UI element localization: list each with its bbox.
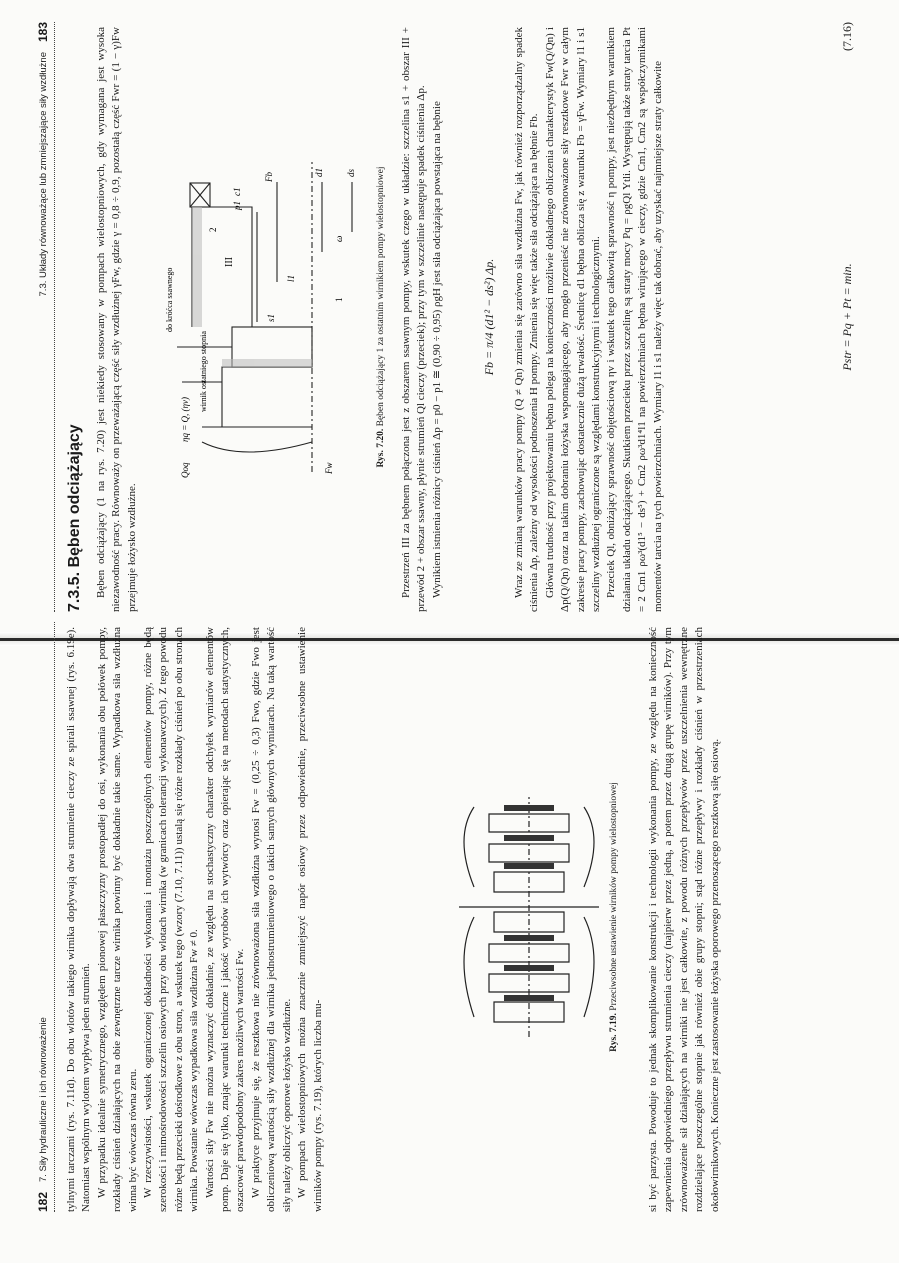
label-roman: III bbox=[224, 257, 235, 267]
figure-caption-text: Bęben odciążający 1 za ostatnim wirnikiem pompy wielostopniowej bbox=[376, 166, 386, 427]
body-text-top bbox=[64, 627, 326, 1212]
label-ds: ds bbox=[346, 168, 356, 177]
section-title: 7.3.5. Bęben odciążający bbox=[66, 424, 83, 612]
figure-label: Rys. 7.19. bbox=[609, 1013, 619, 1052]
paragraph: Wynikiem istnienia różnicy ciśnień Δp = p0 − p1 ≅ (0,90 ÷ 0,95) ρgH jest siła odciążająca powstająca na bębnie bbox=[430, 101, 443, 598]
paragraph: si być parzysta. Powoduje to jednak skomplikowanie konstrukcji i technologii wykonania pompy, ze względu na konieczność zapewnienia odpowiedniego przepływu strumienia cieczy (najpierw przez jedną, a potem przez drugą grupę wirników). Przy tym zrównoważenie sił działających na wirniki nie jest całkowite, z powodu różnych przepływów przez uszczelnienia wewnętrzne rozdzielające poszczególne stopnie jak również obie grupy stopni; stąd różne przepływy i rozkłady ciśnień w przestrzeniach okołowirnikowych. Konieczne jest zastosowanie łożyska oporowego przenoszącego resztkową siłę osiową. bbox=[647, 627, 721, 1212]
label-to-drain: do króćca ssawnego bbox=[165, 267, 174, 332]
page-header bbox=[34, 622, 56, 1212]
label-q: Qoq bbox=[180, 462, 190, 478]
paragraph: Bęben odciążający (1 na rys. 7.20) jest niekiedy stosowany w pompach wielostopniowych, gdy wymagana jest wysoka niezawodność pracy. Równoważy on przeważającą część siły wzdłużnej γFw, gdzie γ = 0,8 ÷ 0,9, pozostałą część Fwr = (1 − γ)Fw przejmuje łożysko wzdłużne. bbox=[95, 27, 138, 612]
body-text-intro bbox=[94, 27, 140, 612]
label-l1: l1 bbox=[286, 274, 296, 282]
body-text-lower bbox=[512, 27, 666, 612]
paragraph: W przypadku idealnie symetrycznego, względem pionowej płaszczyzny prostopadłej do osi, wykonania obu połówek pompy, rozkłady ciśnień działających na obie zewnętrzne tarcze wirnika powinny być dokładnie takie same. Wypadkowa siła wzdłużna winna być wówczas równa zeru. bbox=[95, 627, 139, 1212]
body-text-mid bbox=[399, 27, 445, 612]
paragraph: W praktyce przyjmuje się, że resztkowa nie zrównoważona siła wzdłużna wynosi Fw = (0,25 ÷ 0,3) Fwo, gdzie Fwo jest obliczeniową wartością siły wzdłużnej dla wirnika jednostrumieniowego o takich samych głównych wymiarach. Na taką wartość siły należy obliczyć oporowe łożysko wzdłużne. bbox=[249, 627, 293, 1212]
formula-pstr: Pstr = Pq + Pt = min. bbox=[840, 263, 854, 371]
label-fw: Fw bbox=[324, 462, 334, 474]
label-one: 1 bbox=[334, 297, 344, 302]
body-text-bottom bbox=[646, 627, 723, 1212]
label-s1: s1 bbox=[266, 313, 276, 322]
label-omega: ω bbox=[334, 235, 344, 242]
figure-label: Rys. 7.20. bbox=[376, 428, 386, 468]
figure-caption bbox=[376, 22, 386, 612]
paragraph: W rzeczywistości, wskutek ograniczonej dokładności wykonania i montażu poszczególnych elementów pompy, różne będą szerokości i mimośrodowości szczelin osiowych przy obu wlotach wirnika (w granicach tolerancji wykonawczych). Z tego powodu różne będą przecieki dośrodkowe z obu stron, a wskutek tego (wzory (7.10, 7.11)) ustalą się różne rozkłady ciśnień po obu stronach wirnika. Powstanie wówczas wypadkowa siła wzdłużna Fw ≠ 0. bbox=[142, 627, 201, 1212]
figure-caption-text: Przeciwsobne ustawienie wirników pompy wielostopniowej bbox=[609, 782, 619, 1011]
label-last-impeller: wirnik ostatniego stopnia bbox=[199, 331, 208, 412]
paragraph: W pompach wielostopniowych można znacznie zmniejszyć napór osiowy przez odpowiednie, przeciwsobne ustawienie wirników pompy (rys. 7.19), których liczba mu- bbox=[296, 627, 324, 1212]
page-number: 183 bbox=[36, 22, 50, 43]
label-eta: ηq = Q, (ηv) bbox=[180, 397, 190, 442]
page-183 bbox=[34, 22, 864, 612]
figure-7-19 bbox=[454, 787, 604, 1047]
paragraph: Wartości siły Fw nie można wyznaczyć dokładnie, ze względu na stochastyczny charakter odchyłek wymiarów elementów pomp. Daje się tylko, znając warunki techniczne i jakość wyrobów ich wytwórcy oraz opierając się na metodach statystycznych, oszacować prawdopodobny zakres możliwych wartości Fw. bbox=[203, 627, 247, 1212]
figure-7-20 bbox=[162, 152, 372, 482]
page-number: 182 bbox=[36, 1191, 50, 1212]
label-c1: c1 bbox=[232, 187, 242, 196]
running-header: 7.3. Układy równoważące lub zmniejszające siły wzdłużne bbox=[38, 52, 49, 297]
page-182 bbox=[34, 622, 864, 1212]
header-rule bbox=[54, 622, 55, 1212]
paragraph: Wraz ze zmianą warunków pracy pompy (Q ≠ Qn) zmienia się zarówno siła wzdłużna Fw, jak również rozporządzalny spadek ciśnienia Δp, zależny od wysokości podnoszenia H pompy. Zmienia się więc także siła odciążająca na bębnie Fb. bbox=[513, 27, 541, 612]
equation-number: (7.16) bbox=[840, 22, 854, 51]
page-header bbox=[34, 22, 56, 612]
header-rule bbox=[54, 22, 55, 612]
paragraph: tylnymi tarczami (rys. 7.11d). Do obu wlotów takiego wirnika dopływają dwa strumienie cieczy ze spirali ssawnej (rys. 6.19e). Natomiast wspólnym wylotem wypływa jeden strumień. bbox=[65, 627, 93, 1212]
label-fb: Fb bbox=[264, 172, 274, 182]
label-two: 2 bbox=[208, 227, 218, 232]
label-p1: p1 bbox=[232, 201, 242, 210]
label-d1: d1 bbox=[314, 168, 324, 177]
figure-caption bbox=[609, 622, 619, 1212]
paragraph: Główna trudność przy projektowaniu bębna polega na konieczności możliwie dokładnego obliczenia charakterystyk Fw(Q/Qn) i Δp(Q/Qn) oraz na takim dobraniu łożyska wspomagającego, aby mogło przenieść nie zrównoważone siły resztkowe Fwr w całym zakresie pracy pompy, zachowując dostatecznie dużą trwałość. Średnicę d1 bębna oblicza się z warunku Fb = γFw. Wymiary l1 i s1 szczeliny wzdłużnej ograniczone są względami konstrukcyjnymi i technologicznymi. bbox=[543, 27, 603, 612]
paragraph: Przeciek Ql, obniżający sprawność objętościową ηv i wskutek tego całkowitą sprawność η pompy, jest niezbędnym warunkiem działania układu odciążającego. Skutkiem przecieku przez szczelinę są straty mocy Pq = ρgQl Ytli. Występują także straty tarcia Pt = 2 Cm1 ρω³(d1⁵ − ds⁵) + Cm2 ρω³d1⁴l1 na powierzchniach bębna wirującego w cieczy, gdzie Cm1, Cm2 są współczynnikami momentów tarcia na tych powierzchniach. Wymiary l1 i s1 należy więc tak dobrać, aby uzyskać najmniejsze straty całkowite bbox=[605, 27, 664, 612]
paragraph: Przestrzeń III za bębnem połączona jest z obszarem ssawnym pompy, wskutek czego w układzie: szczelina s1 + obszar III + przewód 2 + obszar ssawny, płynie strumień Ql cieczy (przeciek); przy tym w szczelinie następuje spadek ciśnienia Δp. bbox=[400, 27, 428, 612]
running-header: 7. Siły hydrauliczne i ich równoważenie bbox=[38, 1017, 49, 1182]
formula-fb: Fb = π/4 (d1² − ds²) Δp. bbox=[482, 258, 496, 376]
